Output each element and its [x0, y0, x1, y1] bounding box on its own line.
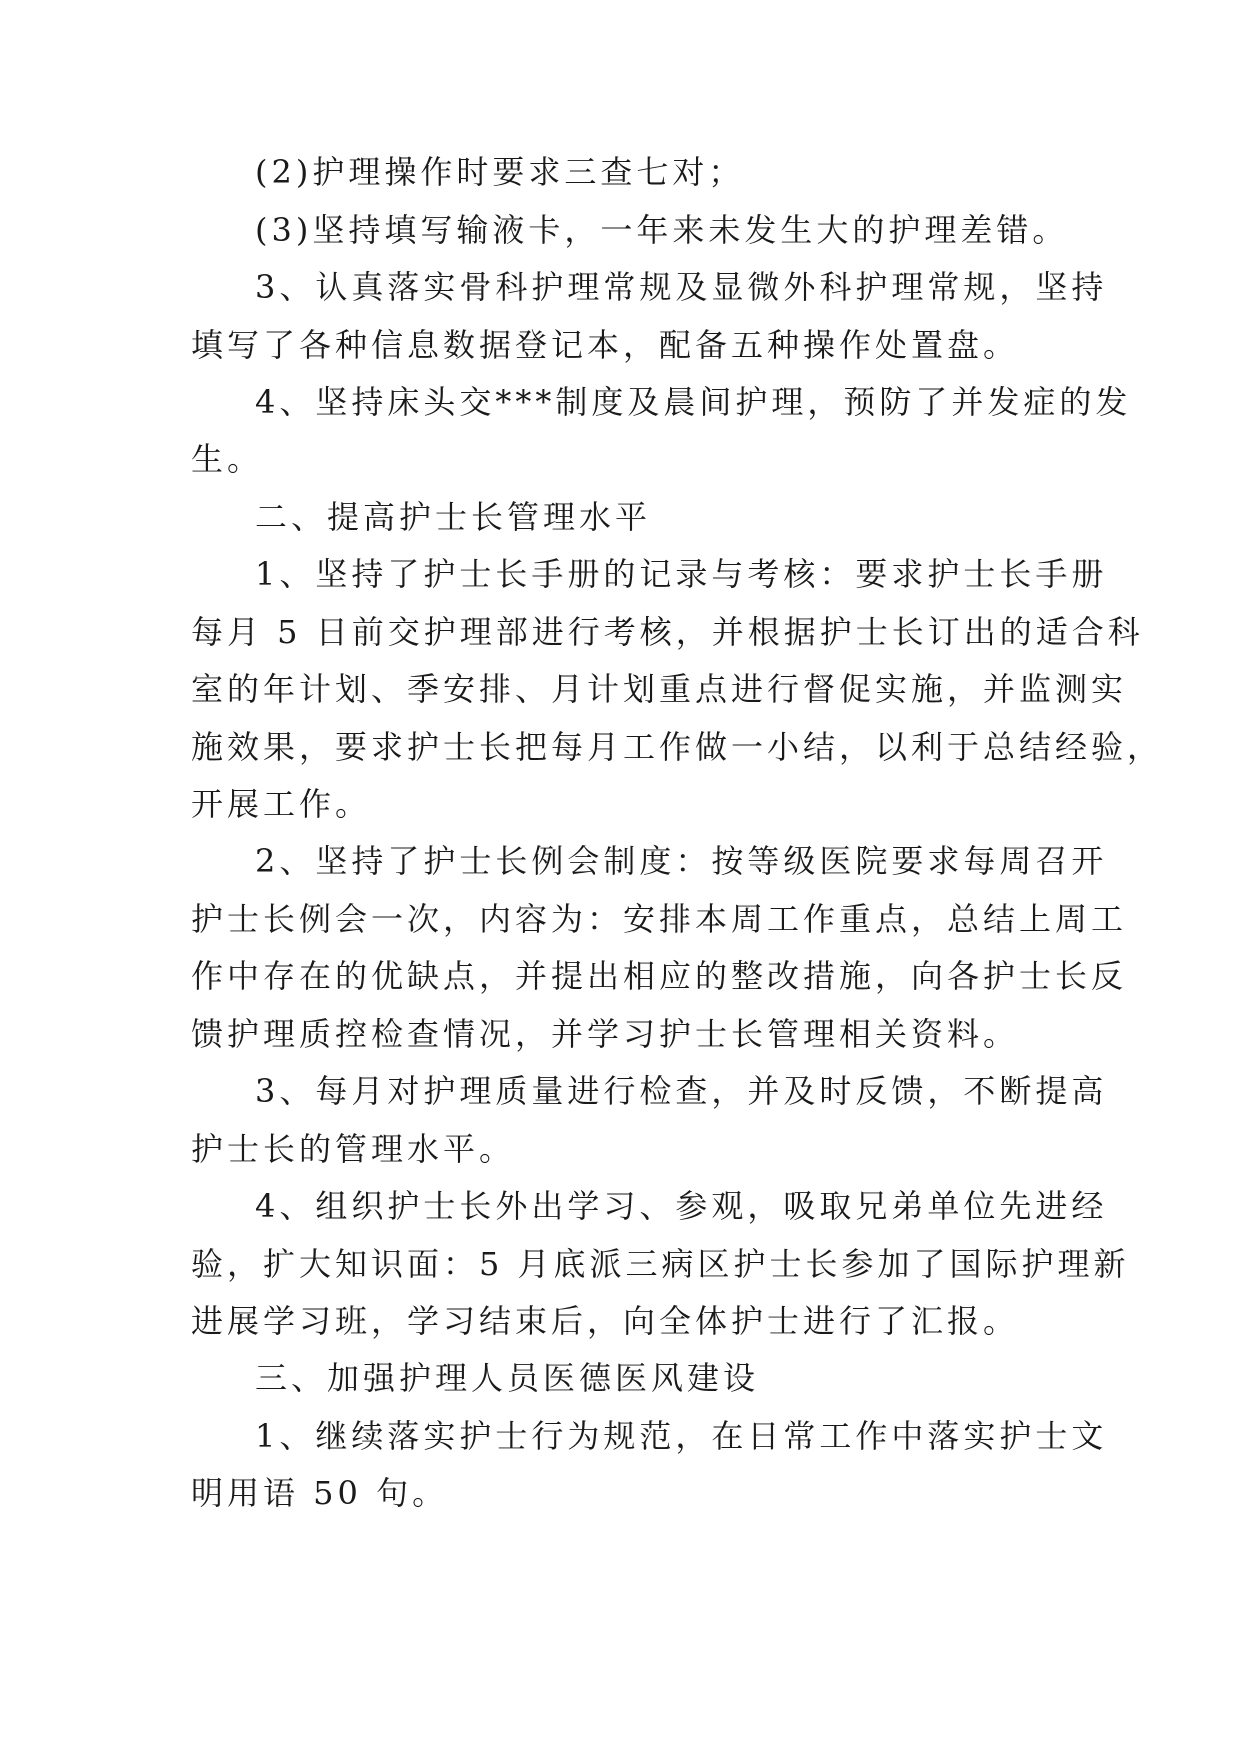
text-line: 馈护理质控检查情况，并学习护士长管理相关资料。	[191, 1015, 1020, 1053]
text-line: 每月 5 日前交护理部进行考核，并根据护士长订出的适合科	[191, 613, 1144, 651]
text-line: 3、认真落实骨科护理常规及显微外科护理常规，坚持	[255, 268, 1108, 306]
text-line: 明用语 50 句。	[191, 1474, 449, 1512]
text-line: 室的年计划、季安排、月计划重点进行督促实施，并监测实	[191, 670, 1128, 708]
text-line: 施效果，要求护士长把每月工作做一小结，以利于总结经验，	[191, 728, 1164, 766]
text-line: 1、继续落实护士行为规范，在日常工作中落实护士文	[255, 1417, 1108, 1455]
section-heading: 二、提高护士长管理水平	[255, 498, 652, 536]
text-line: 4、坚持床头交***制度及晨间护理，预防了并发症的发	[255, 383, 1132, 421]
text-line: 4、组织护士长外出学习、参观，吸取兄弟单位先进经	[255, 1187, 1108, 1225]
text-line: 生。	[191, 440, 264, 478]
text-line: 作中存在的优缺点，并提出相应的整改措施，向各护士长反	[191, 957, 1128, 995]
text-line: 3、每月对护理质量进行检查，并及时反馈，不断提高	[255, 1072, 1108, 1110]
text-line: 进展学习班，学习结束后，向全体护士进行了汇报。	[191, 1302, 1020, 1340]
text-line: (2)护理操作时要求三查七对；	[255, 153, 745, 191]
text-line: (3)坚持填写输液卡，一年来未发生大的护理差错。	[255, 211, 1069, 249]
text-line: 验，扩大知识面：5 月底派三病区护士长参加了国际护理新	[191, 1245, 1130, 1283]
section-heading: 三、加强护理人员医德医风建设	[255, 1359, 760, 1397]
text-line: 护士长例会一次，内容为：安排本周工作重点，总结上周工	[191, 900, 1128, 938]
text-line: 开展工作。	[191, 785, 372, 823]
text-line: 2、坚持了护士长例会制度：按等级医院要求每周召开	[255, 842, 1108, 880]
text-line: 1、坚持了护士长手册的记录与考核：要求护士长手册	[255, 555, 1108, 593]
text-line: 护士长的管理水平。	[191, 1130, 516, 1168]
text-line: 填写了各种信息数据登记本，配备五种操作处置盘。	[191, 326, 1020, 364]
